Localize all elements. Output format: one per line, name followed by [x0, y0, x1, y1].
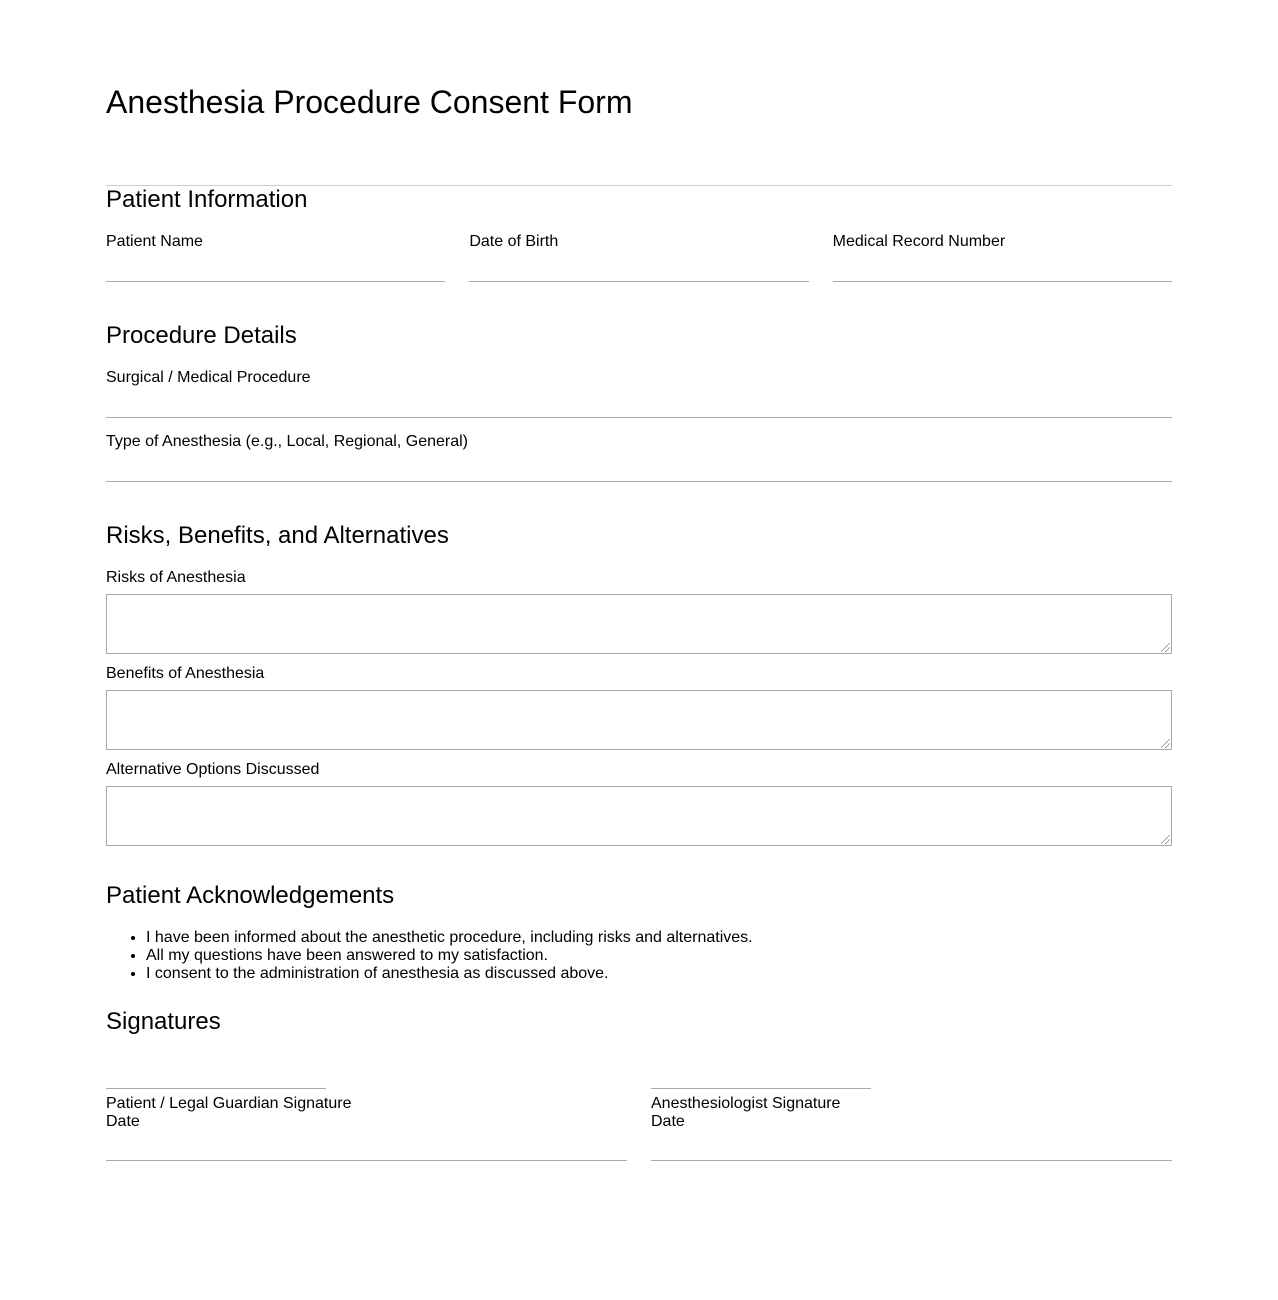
- benefits-textarea-box: [106, 690, 1172, 750]
- patient-signature-line[interactable]: [106, 1088, 326, 1089]
- patient-name-label: Patient Name: [106, 233, 203, 250]
- resize-grip-icon[interactable]: [1161, 643, 1170, 652]
- anesthesiologist-date-label: Date: [651, 1113, 685, 1130]
- alternatives-textarea-box: [106, 786, 1172, 846]
- acknowledgement-item: • All my questions have been answered to my satisfaction.: [146, 947, 1172, 965]
- anesthesia-type-input[interactable]: [106, 451, 1172, 482]
- page-title: Anesthesia Procedure Consent Form: [106, 84, 633, 120]
- section-title-patient-information: Patient Information: [106, 186, 308, 213]
- medical-record-number-input[interactable]: [833, 251, 1172, 282]
- acknowledgement-item: • I have been informed about the anesthetic procedure, including risks and alternatives.: [146, 929, 1172, 947]
- signature-blocks: [106, 1088, 1172, 1161]
- section-title-signatures: Signatures: [106, 1008, 221, 1035]
- patient-date-label: Date: [106, 1113, 140, 1130]
- medical-record-number-group: [833, 233, 1172, 282]
- section-title-risks-benefits-alternatives: Risks, Benefits, and Alternatives: [106, 522, 449, 549]
- risks-textarea-box: [106, 594, 1172, 654]
- benefits-textarea[interactable]: [107, 691, 1171, 749]
- alternatives-textarea[interactable]: [107, 787, 1171, 845]
- date-of-birth-group: [469, 233, 808, 282]
- alternatives-group: [106, 761, 1172, 846]
- section-title-procedure-details: Procedure Details: [106, 322, 297, 349]
- procedure-group: [106, 369, 1172, 418]
- acknowledgements-list: [106, 929, 1172, 983]
- benefits-label: Benefits of Anesthesia: [106, 665, 265, 682]
- medical-record-number-label: Medical Record Number: [832, 233, 1006, 250]
- patient-name-input[interactable]: [106, 251, 445, 282]
- date-of-birth-label: Date of Birth: [469, 233, 559, 250]
- benefits-group: [106, 665, 1172, 750]
- anesthesiologist-date-input[interactable]: [651, 1131, 1172, 1161]
- risks-label: Risks of Anesthesia: [106, 569, 246, 586]
- anesthesia-type-group: [106, 433, 1172, 482]
- anesthesiologist-signature-label: Anesthesiologist Signature: [651, 1095, 841, 1112]
- procedure-input[interactable]: [106, 387, 1172, 418]
- patient-date-input[interactable]: [106, 1131, 627, 1161]
- patient-signature-block: [106, 1088, 627, 1161]
- patient-signature-label: Patient / Legal Guardian Signature: [106, 1095, 352, 1112]
- patient-name-group: [106, 233, 445, 282]
- patient-information-fields: [106, 233, 1172, 282]
- resize-grip-icon[interactable]: [1161, 835, 1170, 844]
- risks-textarea[interactable]: [107, 595, 1171, 653]
- anesthesiologist-signature-line[interactable]: [651, 1088, 871, 1089]
- risks-group: [106, 569, 1172, 654]
- acknowledgement-item: • I consent to the administration of anesthesia as discussed above.: [146, 965, 1172, 983]
- date-of-birth-input[interactable]: [469, 251, 808, 282]
- section-title-patient-acknowledgements: Patient Acknowledgements: [106, 882, 395, 909]
- anesthesia-type-label: Type of Anesthesia (e.g., Local, Regional, General): [106, 433, 468, 450]
- alternatives-label: Alternative Options Discussed: [106, 761, 320, 778]
- procedure-label: Surgical / Medical Procedure: [106, 369, 311, 386]
- resize-grip-icon[interactable]: [1161, 739, 1170, 748]
- anesthesiologist-signature-block: [651, 1088, 1172, 1161]
